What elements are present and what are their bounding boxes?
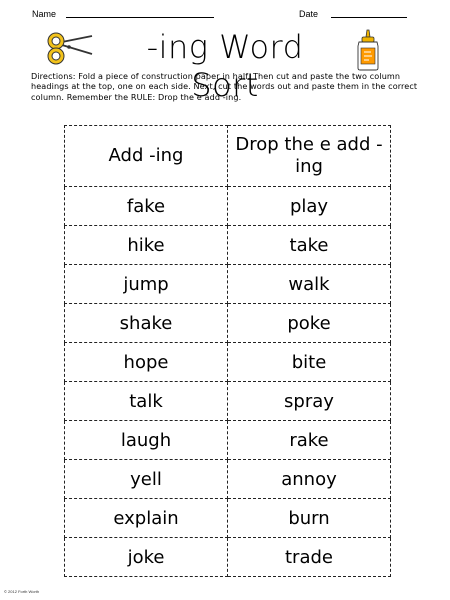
word-cell: take [228, 226, 391, 265]
word-cell: walk [228, 265, 391, 304]
word-cell: burn [228, 499, 391, 538]
table-row [65, 226, 391, 265]
word-cell: fake [65, 187, 228, 226]
copyright-text: © 2012 Forth Worth [4, 589, 40, 594]
header-add-ing: Add -ing [65, 126, 228, 187]
header-drop-e-add-ing: Drop the e add - ing [228, 126, 391, 187]
word-cell: jump [65, 265, 228, 304]
word-cell: talk [65, 382, 228, 421]
date-label: Date [299, 9, 319, 19]
word-cell: hike [65, 226, 228, 265]
word-cell: play [228, 187, 391, 226]
date-line [331, 17, 407, 18]
table-header-row [65, 126, 391, 187]
table-row [65, 265, 391, 304]
word-cell: joke [65, 538, 228, 577]
scissors-icon [42, 32, 102, 66]
name-line [66, 17, 214, 18]
table-row [65, 421, 391, 460]
glue-bottle-icon [351, 28, 385, 72]
word-cell: rake [228, 421, 391, 460]
word-cell: laugh [65, 421, 228, 460]
table-row [65, 499, 391, 538]
table-row [65, 304, 391, 343]
word-cell: hope [65, 343, 228, 382]
word-cell: annoy [228, 460, 391, 499]
directions-text: Directions: Fold a piece of construction paper in half. Then cut and paste the two column headings at the top, one on each side. Next, cut the words out and paste them in the correct column. Remember the RULE: Drop the e add -ing. [31, 71, 418, 102]
word-cell: spray [228, 382, 391, 421]
table-row [65, 460, 391, 499]
word-cell: poke [228, 304, 391, 343]
word-sort-table [64, 125, 391, 577]
page-title: -ing Word Sort [146, 28, 304, 104]
table-row [65, 187, 391, 226]
word-cell: bite [228, 343, 391, 382]
word-cell: explain [65, 499, 228, 538]
table-row [65, 382, 391, 421]
word-cell: yell [65, 460, 228, 499]
word-cell: trade [228, 538, 391, 577]
word-cell: shake [65, 304, 228, 343]
name-label: Name [32, 9, 57, 19]
table-row [65, 538, 391, 577]
table-row [65, 343, 391, 382]
